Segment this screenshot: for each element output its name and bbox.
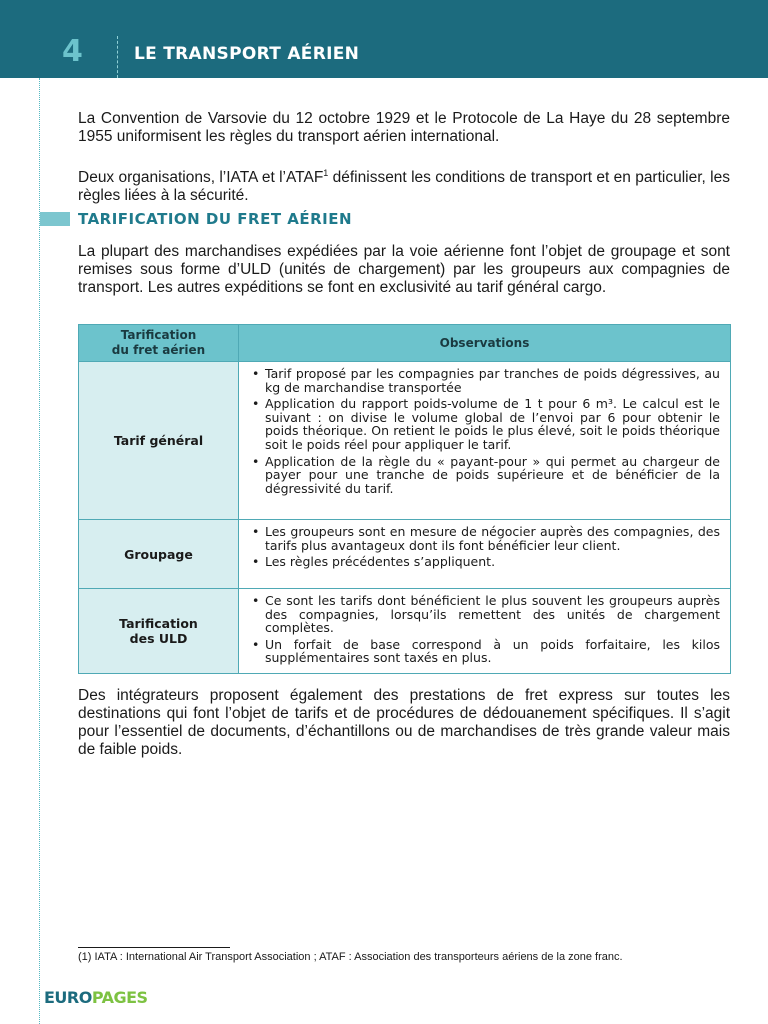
row-label-groupage: Groupage xyxy=(79,520,239,589)
header-tarification: Tarification du fret aérien xyxy=(79,325,239,362)
list-item: • Application de la règle du « payant-pour » qui permet au chargeur de payer pour une tranche de poids supérieure et de bénéficier de la dégressivité du tarif. xyxy=(249,455,720,496)
row-observations xyxy=(239,520,731,589)
list-item: • Tarif proposé par les compagnies par tranches de poids dégressives, au kg de marchandise transportée xyxy=(249,367,720,394)
footnote-rule xyxy=(78,947,230,948)
chapter-header-bar xyxy=(0,0,768,78)
intro-paragraph-2: Deux organisations, l’IATA et l’ATAF$^1$ définissent les conditions de transport et en particulier, les règles liées à la sécurité. xyxy=(78,168,730,205)
table-row xyxy=(79,520,731,589)
chapter-title: LE TRANSPORT AÉRIEN xyxy=(134,44,360,64)
table-header-row xyxy=(79,325,731,362)
header-divider xyxy=(117,36,118,78)
row-observations xyxy=(239,362,731,520)
section-marker xyxy=(40,212,70,226)
tarification-table xyxy=(78,324,731,674)
list-item: • Application du rapport poids-volume de 1 t pour 6 m³. Le calcul est le suivant : on divise le volume global de l’envoi par 6 pour obtenir le poids théorique. On retient le poids le plus élevé, soit le poids théorique soit le poids réel pour appliquer le tarif. xyxy=(249,397,720,451)
list-item: • Les règles précédentes s’appliquent. xyxy=(249,555,720,569)
section-title: TARIFICATION DU FRET AÉRIEN xyxy=(78,210,353,228)
europages-logo: EUROPAGES xyxy=(44,988,148,1007)
footnote: (1) IATA : International Air Transport Association ; ATAF : Association des transporteurs aériens de la zone franc. xyxy=(78,951,623,963)
table-row xyxy=(79,362,731,520)
list-item: • Les groupeurs sont en mesure de négocier auprès des compagnies, des tarifs plus avantageux dont ils font bénéficier leur client. xyxy=(249,525,720,552)
row-label-tarif-general: Tarif général xyxy=(79,362,239,520)
closing-paragraph: Des intégrateurs proposent également des prestations de fret express sur toutes les destinations qui font l’objet de tarifs et de procédures de dédouanement spécifiques. Il s’agit pour l’essentiel de documents, d’échantillons ou de marchandises de très grande valeur mais de faible poids. xyxy=(78,687,730,758)
list-item: • Un forfait de base correspond à un poids forfaitaire, les kilos supplémentaires sont taxés en plus. xyxy=(249,638,720,665)
intro-paragraph-1: La Convention de Varsovie du 12 octobre 1929 et le Protocole de La Haye du 28 septembre 1955 uniformisent les règles du transport aérien international. xyxy=(78,110,730,145)
row-label-tarification-uld: Tarification des ULD xyxy=(79,589,239,674)
row-observations xyxy=(239,589,731,674)
table-row xyxy=(79,589,731,674)
list-item: • Ce sont les tarifs dont bénéficient le plus souvent les groupeurs auprès des compagnies, lorsqu’ils remettent des unités de chargement complètes. xyxy=(249,594,720,635)
footnote-ref: 1 xyxy=(323,168,329,178)
header-observations: Observations xyxy=(239,325,731,362)
section-paragraph: La plupart des marchandises expédiées par la voie aérienne font l’objet de groupage et sont remises sous forme d’ULD (unités de chargement) par les groupeurs aux compagnies de transport. Les autres expéditions se font en exclusivité au tarif général cargo. xyxy=(78,243,730,296)
chapter-number: 4 xyxy=(62,34,83,69)
